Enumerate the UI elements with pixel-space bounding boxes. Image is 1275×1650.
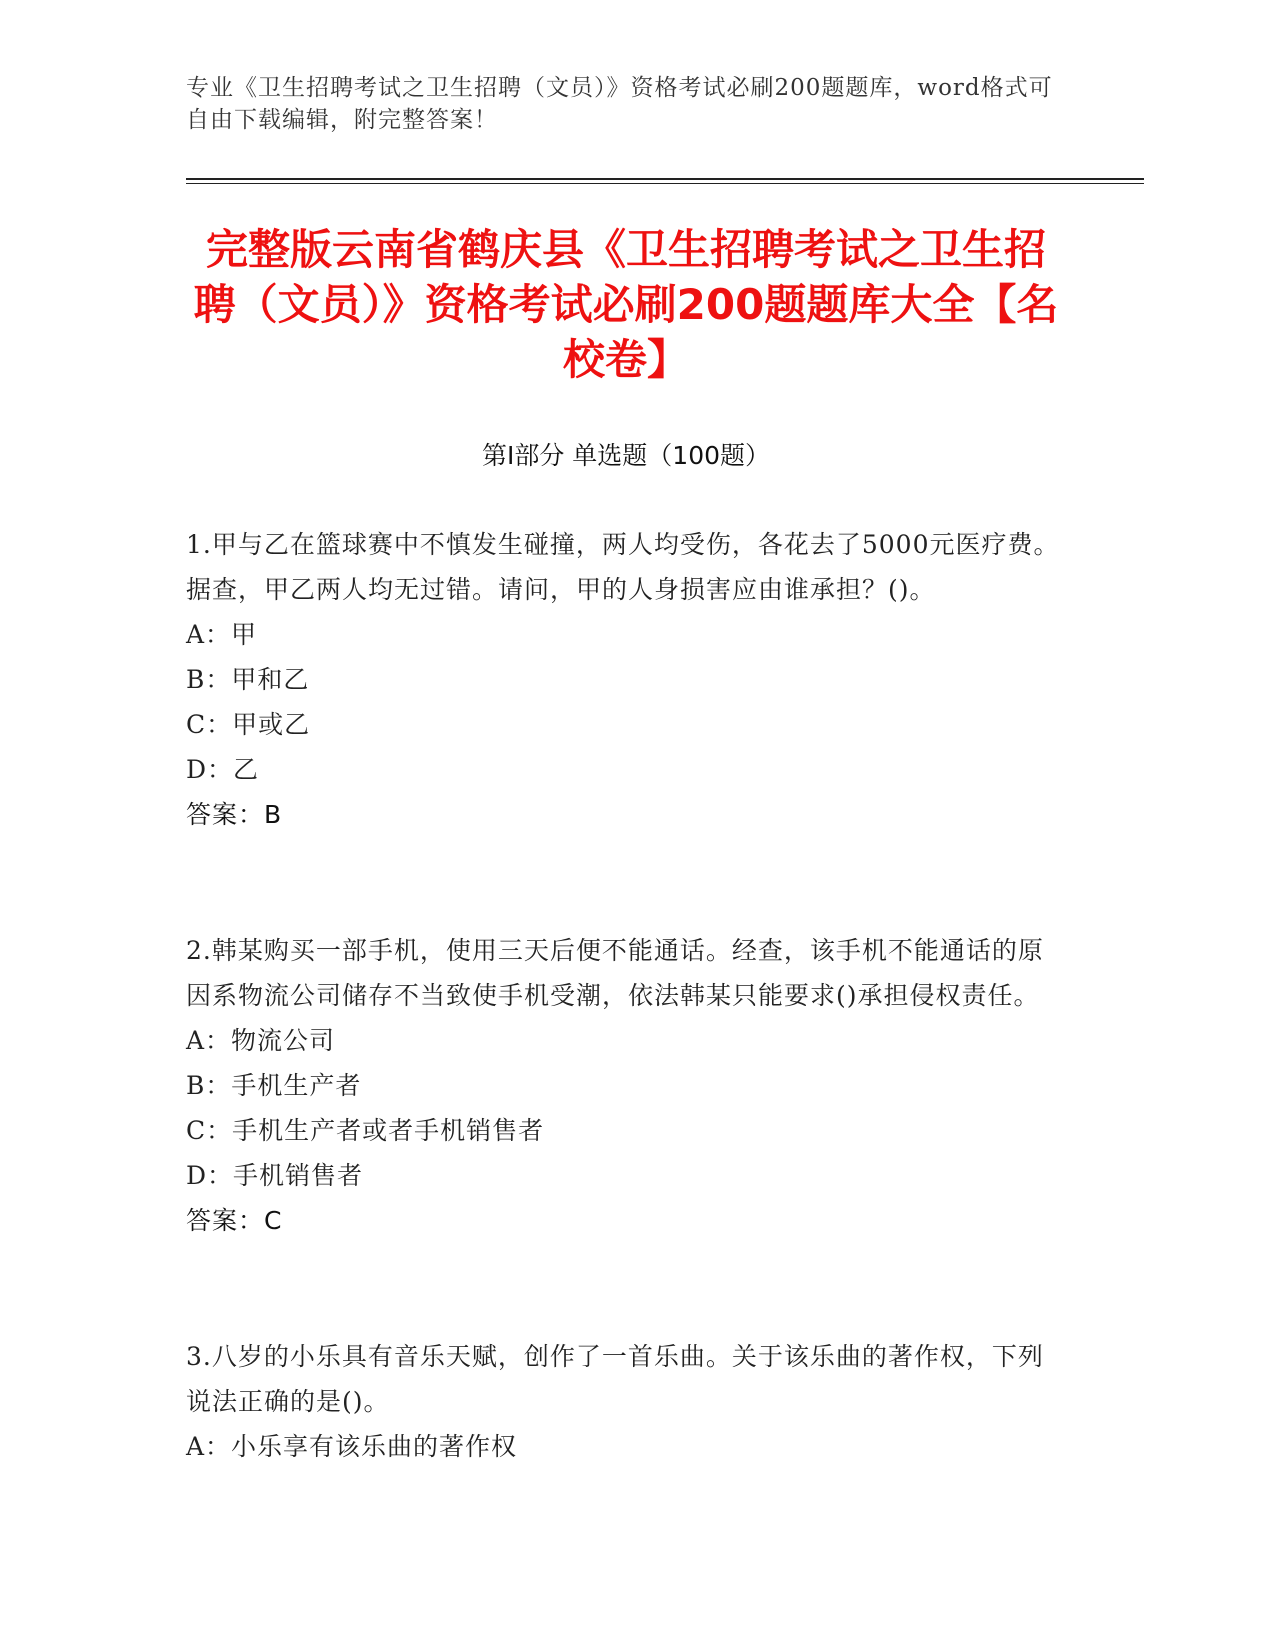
header-rule bbox=[186, 178, 1144, 180]
question-3 bbox=[186, 1334, 1066, 1469]
option-d: D：乙 bbox=[186, 755, 260, 784]
question-stem: 1.甲与乙在篮球赛中不慎发生碰撞，两人均受伤，各花去了5000元医疗费。据查，甲乙两人均无过错。请问，甲的人身损害应由谁承担？()。 bbox=[186, 530, 1060, 604]
answer: 答案：C bbox=[186, 1206, 283, 1235]
option-c: C：手机生产者或者手机销售者 bbox=[186, 1116, 545, 1145]
option-b: B：手机生产者 bbox=[186, 1071, 362, 1100]
header-rule-thin bbox=[186, 183, 1144, 184]
option-a: A：甲 bbox=[186, 620, 258, 649]
option-b: B：甲和乙 bbox=[186, 665, 310, 694]
header-note: 专业《卫生招聘考试之卫生招聘（文员）》资格考试必刷200题题库，word格式可自由下载编辑，附完整答案！ bbox=[186, 75, 1053, 133]
question-stem: 3.八岁的小乐具有音乐天赋，创作了一首乐曲。关于该乐曲的著作权，下列说法正确的是()。 bbox=[186, 1342, 1044, 1416]
option-d: D：手机销售者 bbox=[186, 1161, 364, 1190]
question-1 bbox=[186, 522, 1066, 837]
option-a: A：小乐享有该乐曲的著作权 bbox=[186, 1432, 518, 1461]
question-stem: 2.韩某购买一部手机，使用三天后便不能通话。经查，该手机不能通话的原因系物流公司储存不当致使手机受潮，依法韩某只能要求()承担侵权责任。 bbox=[186, 936, 1044, 1010]
document-title: 完整版云南省鹤庆县《卫生招聘考试之卫生招聘（文员）》资格考试必刷200题题库大全【名校卷】 bbox=[193, 225, 1059, 384]
question-2 bbox=[186, 928, 1066, 1243]
answer: 答案：B bbox=[186, 800, 283, 829]
section-heading: 第I部分 单选题（100题） bbox=[481, 441, 771, 470]
option-c: C：甲或乙 bbox=[186, 710, 311, 739]
option-a: A：物流公司 bbox=[186, 1026, 336, 1055]
